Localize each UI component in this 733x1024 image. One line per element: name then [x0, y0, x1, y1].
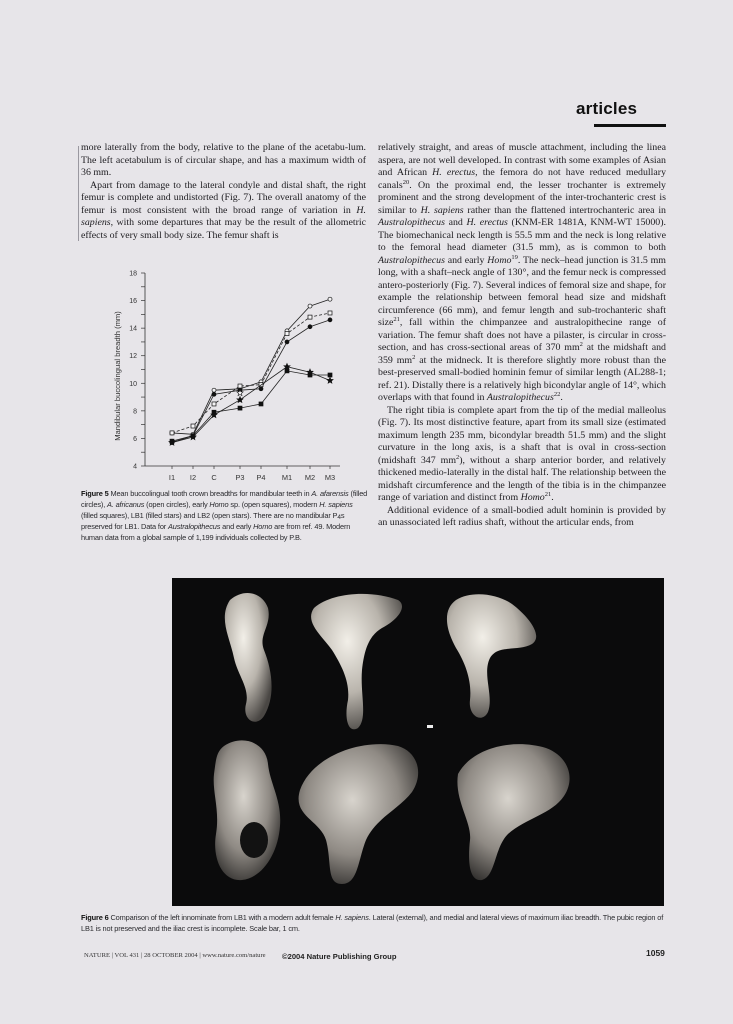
text-run: Mean buccolingual tooth crown breadths for mandibular teeth in: [108, 489, 312, 498]
text-run: .: [560, 392, 563, 403]
text-run: H. sapiens: [420, 204, 464, 216]
data-point-lb1: [237, 397, 243, 403]
text-run: Australopithecus: [168, 522, 221, 531]
x-tick-label: M1: [281, 473, 293, 482]
data-point-early-homo-sp-: [238, 384, 242, 388]
data-point-a-africanus: [328, 297, 332, 301]
text-run: s preserved for LB1. Data for: [81, 511, 345, 531]
data-point-early-homo-sp-: [212, 402, 216, 406]
data-point-a-afarensis: [212, 392, 216, 396]
text-run: Homo: [253, 522, 273, 531]
y-tick-label: 4: [133, 463, 137, 471]
text-run: Comparison of the left innominate from LB1 with a modern adult female: [108, 913, 336, 922]
text-run: are from ref. 49. Modern human data from a global sample of 1,199 individuals collected by P.B.: [81, 522, 351, 542]
data-point-modern-h-sapiens: [259, 402, 263, 406]
text-run: A. africanus: [107, 500, 145, 509]
modern-innominate-medial-bottom: [299, 744, 419, 884]
lb1-innominate-lateral-top: [225, 593, 272, 722]
y-tick-label: 16: [129, 298, 137, 306]
data-point-a-africanus: [212, 388, 216, 392]
text-run: , the femora do not have reduced medullary canals: [378, 167, 667, 191]
data-point-early-homo-sp-: [170, 431, 174, 435]
data-point-a-afarensis: [285, 340, 289, 344]
data-point-modern-h-sapiens: [238, 406, 242, 410]
y-axis-label: Mandibular buccolingual breadth (mm): [113, 311, 122, 441]
paragraph: [81, 180, 366, 243]
series-line-a-afarensis: [172, 320, 330, 443]
text-run: Australopithecus: [378, 254, 445, 266]
text-run: relatively straight, and areas of muscle attachment, including the linea aspera, are not well developed. In contrast with some examples of Asian and African: [378, 142, 666, 178]
figure6-caption: [81, 912, 671, 934]
data-point-early-homo-sp-: [285, 332, 289, 336]
text-run: Apart from damage to the lateral condyle and distal shaft, the right femur is complete and undistorted (Fig. 7). The overall anatomy of the femur is most consistent with the broad range of variation in: [81, 179, 366, 216]
text-run: Additional evidence of a small-bodied adult hominin is provided by an unassociated left radius shaft, without the articular ends, from: [378, 504, 666, 528]
x-tick-label: C: [211, 473, 217, 482]
text-run: 2: [579, 341, 583, 348]
column-rule: [78, 146, 79, 241]
data-point-a-afarensis: [328, 318, 332, 322]
y-tick-label: 14: [129, 325, 137, 333]
x-tick-label: I2: [189, 473, 197, 482]
text-run: , with some departures that may be the result of the allometric effects of very small body size. The femur shaft is: [81, 217, 366, 241]
text-run: Figure 6: [81, 913, 109, 922]
text-run: 2: [412, 353, 416, 361]
figure6-photo: [172, 578, 664, 906]
text-run: Homo: [209, 500, 229, 509]
text-run: . On the proximal end, the lesser trochanter is extremely prominent and the strong development of the inter-trochanteric crest is similar to: [378, 179, 666, 216]
text-run: Homo: [487, 254, 512, 266]
modern-innominate-lateral-view-bottom: [457, 744, 569, 880]
text-run: .: [551, 492, 554, 503]
text-run: The right tibia is complete apart from the tip of the medial malleolus (Fig. 7). Its most distinctive feature, apart from its small size (estimated maximum length 235 mm, bicondylar breadth 51.5 mm) and the slight curvature in the long axis, is a shaft that is oval in cross-section (midshaft 347 mm: [378, 404, 666, 466]
text-run: more laterally from the body, relative to the plane of the acetabu-lum. The left acetabulum is of circular shape, and has a maximum width of 36 mm.: [81, 142, 366, 178]
text-run: Australopithecus: [486, 392, 554, 403]
text-run: Figure 5: [81, 489, 109, 498]
text-run: 20: [402, 178, 410, 186]
copyright: ©2004 Nature Publishing Group: [282, 952, 397, 961]
y-tick-label: 18: [129, 270, 137, 278]
x-tick-label: P3: [235, 473, 245, 482]
text-run: Australopithecus: [378, 217, 445, 228]
text-run: rather than the flattened intertrochanteric area in: [463, 204, 666, 216]
text-run: at the midneck. It is therefore slightly more robust than the best-preserved small-bodied hominin femur of similar length (AL288-1; ref. 21). Distally there is a relatively high bicondylar angle of 14°, which overlaps with that found in: [378, 354, 666, 403]
text-run: (filled squares), LB1 (filled stars) and LB2 (open stars). There are no mandibular P: [81, 511, 338, 520]
y-tick-label: 6: [133, 435, 137, 443]
scale-bar: [427, 725, 433, 728]
data-point-a-afarensis: [308, 325, 312, 329]
data-point-early-homo-sp-: [328, 311, 332, 315]
y-tick-label: 8: [133, 408, 137, 416]
text-run: 22: [553, 391, 561, 398]
page-number: 1059: [646, 948, 665, 958]
data-point-a-africanus: [308, 304, 312, 308]
text-run: A. afarensis: [311, 489, 349, 498]
x-tick-label: I1: [168, 473, 176, 482]
data-point-early-homo-sp-: [308, 315, 312, 319]
figure5-chart: [90, 262, 360, 487]
text-run: H. erectus: [432, 167, 476, 178]
data-point-modern-h-sapiens: [328, 373, 332, 377]
text-run: sp. (open squares), modern: [228, 500, 320, 509]
header-rule: [594, 124, 666, 127]
x-tick-label: M3: [324, 473, 336, 482]
text-run: . Lateral (external), and medial and lateral views of maximum iliac breadth. The pubic region of LB1 is not preserved and the iliac crest is incomplete. Scale bar, 1 cm.: [81, 913, 664, 933]
lb1-innominate-lateral-view-top: [447, 594, 536, 718]
text-run: and early: [444, 254, 488, 266]
text-run: (open circles), early: [144, 500, 210, 509]
paragraph: [378, 142, 666, 405]
data-point-early-homo-sp-: [191, 424, 195, 428]
data-point-lb1: [327, 377, 333, 383]
modern-innominate-lateral-bottom: [214, 740, 281, 880]
text-run: Homo: [520, 492, 545, 503]
text-run: 4: [337, 514, 341, 521]
lb1-innominate-medial-top: [311, 594, 402, 729]
text-run: H. sapiens: [335, 913, 369, 922]
text-run: at the midshaft and 359 mm: [378, 342, 666, 366]
text-run: 21: [544, 491, 552, 498]
right-column-text: [378, 142, 666, 530]
text-run: H. sapiens: [319, 500, 353, 509]
text-run: H. erectus: [466, 217, 508, 228]
text-run: H. sapiens: [81, 204, 366, 228]
x-tick-label: M2: [304, 473, 316, 482]
journal-footer: NATURE | VOL 431 | 28 OCTOBER 2004 | www.nature.com/nature: [84, 952, 266, 959]
text-run: and early: [220, 522, 254, 531]
x-tick-label: P4: [256, 473, 266, 482]
y-tick-label: 10: [129, 380, 137, 388]
data-point-a-afarensis: [259, 387, 263, 391]
text-run: 2: [456, 453, 460, 461]
text-run: . The neck–head junction is 31.5 mm long, with a shaft–neck angle of 130°, and the femur neck is compressed antero-posteriorly (Fig. 7). Several indices of femoral size and shape, for example the relationship between femoral head size and midshaft circumference (66 mm), and femur length and sub-trochanteric shaft size: [378, 254, 666, 328]
paragraph: [81, 142, 366, 180]
text-run: (KNM-ER 1481A, KNM-WT 15000). The biomechanical neck length is 55.5 mm and the neck is long relative to the femoral head diameter (31.5 mm), as is common to both: [378, 217, 667, 253]
text-run: 21: [393, 316, 400, 323]
y-tick-label: 12: [129, 353, 137, 361]
section-header: articles: [576, 99, 638, 118]
paragraph: [378, 505, 666, 530]
text-run: (filled circles),: [81, 489, 368, 509]
text-run: 19: [511, 253, 518, 261]
left-column-text: [81, 142, 366, 242]
text-run: ), without a sharp anterior border, and relatively thickened medio-laterally in the distal half. The relationship between the midshaft circumference and the length of the tibia is in the chimpanzee range of variation and distinct from: [378, 454, 666, 503]
text-run: and: [444, 217, 467, 228]
series-line-early-homo-sp-: [172, 313, 330, 433]
paragraph: [378, 405, 666, 505]
text-run: , fall within the chimpanzee and australopithecine range of variation. The femur shaft does not have a pilaster, is circular in cross-section, and has cross-sectional areas of 370 mm: [378, 317, 666, 353]
data-point-modern-h-sapiens: [285, 369, 289, 373]
figure5-caption: [81, 488, 369, 543]
